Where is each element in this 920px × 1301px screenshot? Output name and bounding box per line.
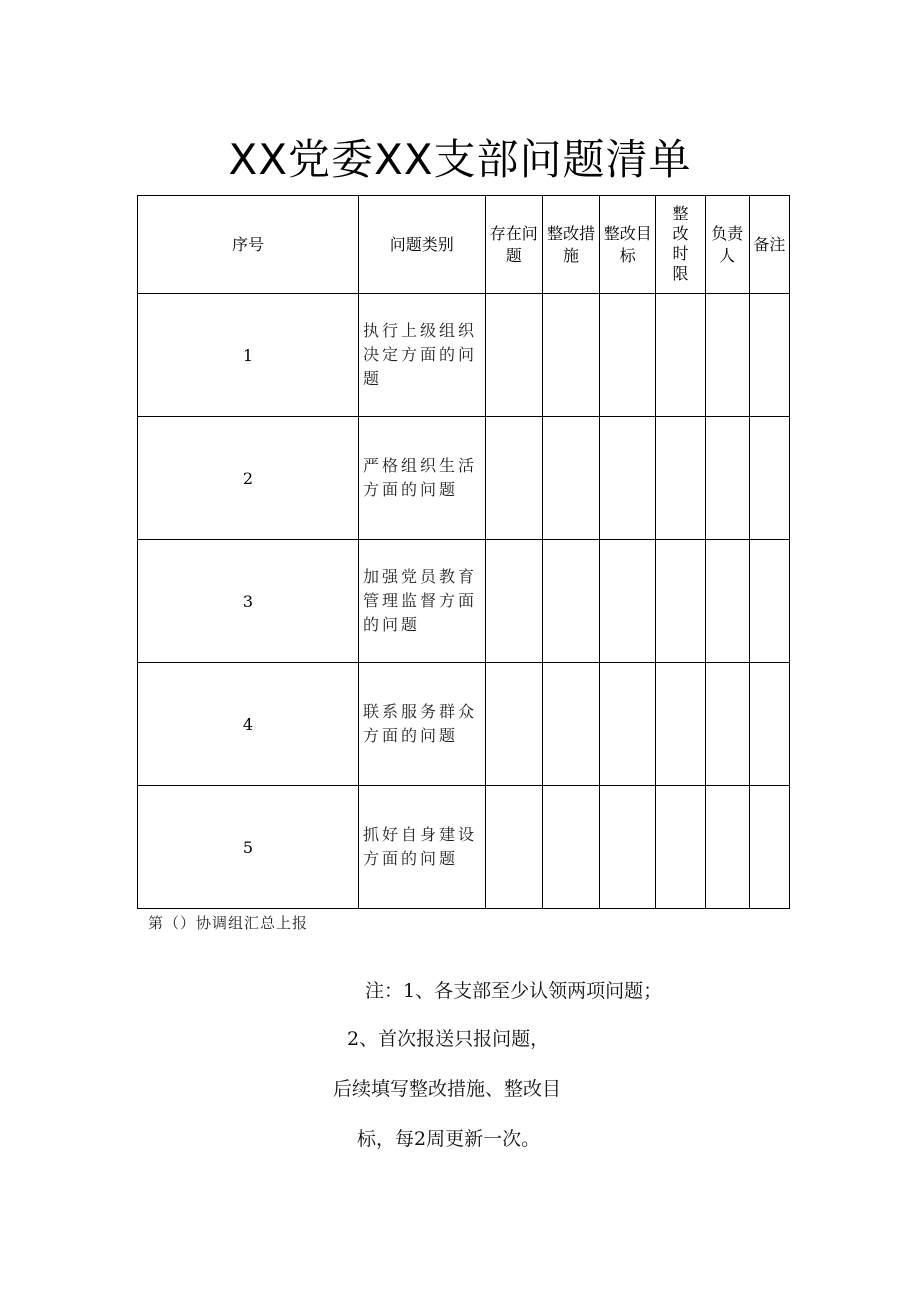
note-line-4: 标，每2周更新一次。 [357, 1128, 541, 1150]
cell-measure[interactable] [542, 786, 599, 909]
row-category: 抓好自身建设方面的问题 [359, 786, 486, 909]
cell-measure[interactable] [542, 663, 599, 786]
cell-deadline[interactable] [656, 663, 705, 786]
table-row [138, 294, 790, 417]
header-category: 问题类别 [359, 196, 486, 294]
note-line-2: 2、首次报送只报问题， [347, 1028, 550, 1050]
table-row [138, 417, 790, 540]
header-seq: 序号 [138, 196, 359, 294]
header-responsible: 负责人 [705, 196, 749, 294]
cell-existing-issue[interactable] [485, 663, 542, 786]
cell-deadline[interactable] [656, 540, 705, 663]
cell-responsible[interactable] [705, 540, 749, 663]
cell-deadline[interactable] [656, 294, 705, 417]
cell-goal[interactable] [600, 417, 656, 540]
table-header-row [138, 196, 790, 294]
cell-responsible[interactable] [705, 417, 749, 540]
row-seq: 4 [138, 663, 359, 786]
header-deadline [656, 196, 705, 294]
row-seq: 5 [138, 786, 359, 909]
cell-responsible[interactable] [705, 294, 749, 417]
cell-responsible[interactable] [705, 663, 749, 786]
cell-deadline[interactable] [656, 786, 705, 909]
note-line-1: 注：1、各支部至少认领两项问题； [365, 980, 663, 1002]
cell-remark[interactable] [749, 786, 789, 909]
cell-remark[interactable] [749, 417, 789, 540]
cell-goal[interactable] [600, 294, 656, 417]
summary-footnote: 第（）协调组汇总上报 [148, 914, 309, 932]
header-existing-issues: 存在问题 [485, 196, 542, 294]
cell-deadline[interactable] [656, 417, 705, 540]
cell-remark[interactable] [749, 294, 789, 417]
table-row [138, 663, 790, 786]
cell-existing-issue[interactable] [485, 786, 542, 909]
row-category: 执行上级组织决定方面的问题 [359, 294, 486, 417]
note-line-3: 后续填写整改措施、整改目 [333, 1078, 562, 1100]
header-remarks: 备注 [749, 196, 789, 294]
cell-existing-issue[interactable] [485, 540, 542, 663]
header-goals: 整改目标 [600, 196, 656, 294]
cell-remark[interactable] [749, 540, 789, 663]
cell-existing-issue[interactable] [485, 294, 542, 417]
issue-table [137, 195, 790, 909]
row-seq: 2 [138, 417, 359, 540]
table-row [138, 540, 790, 663]
cell-remark[interactable] [749, 663, 789, 786]
header-deadline-label: 整改时限 [672, 204, 689, 283]
header-measures: 整改措施 [542, 196, 599, 294]
row-category: 严格组织生活方面的问题 [359, 417, 486, 540]
table-row [138, 786, 790, 909]
cell-goal[interactable] [600, 663, 656, 786]
cell-measure[interactable] [542, 540, 599, 663]
cell-measure[interactable] [542, 417, 599, 540]
row-seq: 3 [138, 540, 359, 663]
row-category: 加强党员教育管理监督方面的问题 [359, 540, 486, 663]
row-seq: 1 [138, 294, 359, 417]
cell-goal[interactable] [600, 786, 656, 909]
cell-measure[interactable] [542, 294, 599, 417]
row-category: 联系服务群众方面的问题 [359, 663, 486, 786]
cell-existing-issue[interactable] [485, 417, 542, 540]
cell-goal[interactable] [600, 540, 656, 663]
cell-responsible[interactable] [705, 786, 749, 909]
document-title: XX党委XX支部问题清单 [228, 135, 692, 184]
